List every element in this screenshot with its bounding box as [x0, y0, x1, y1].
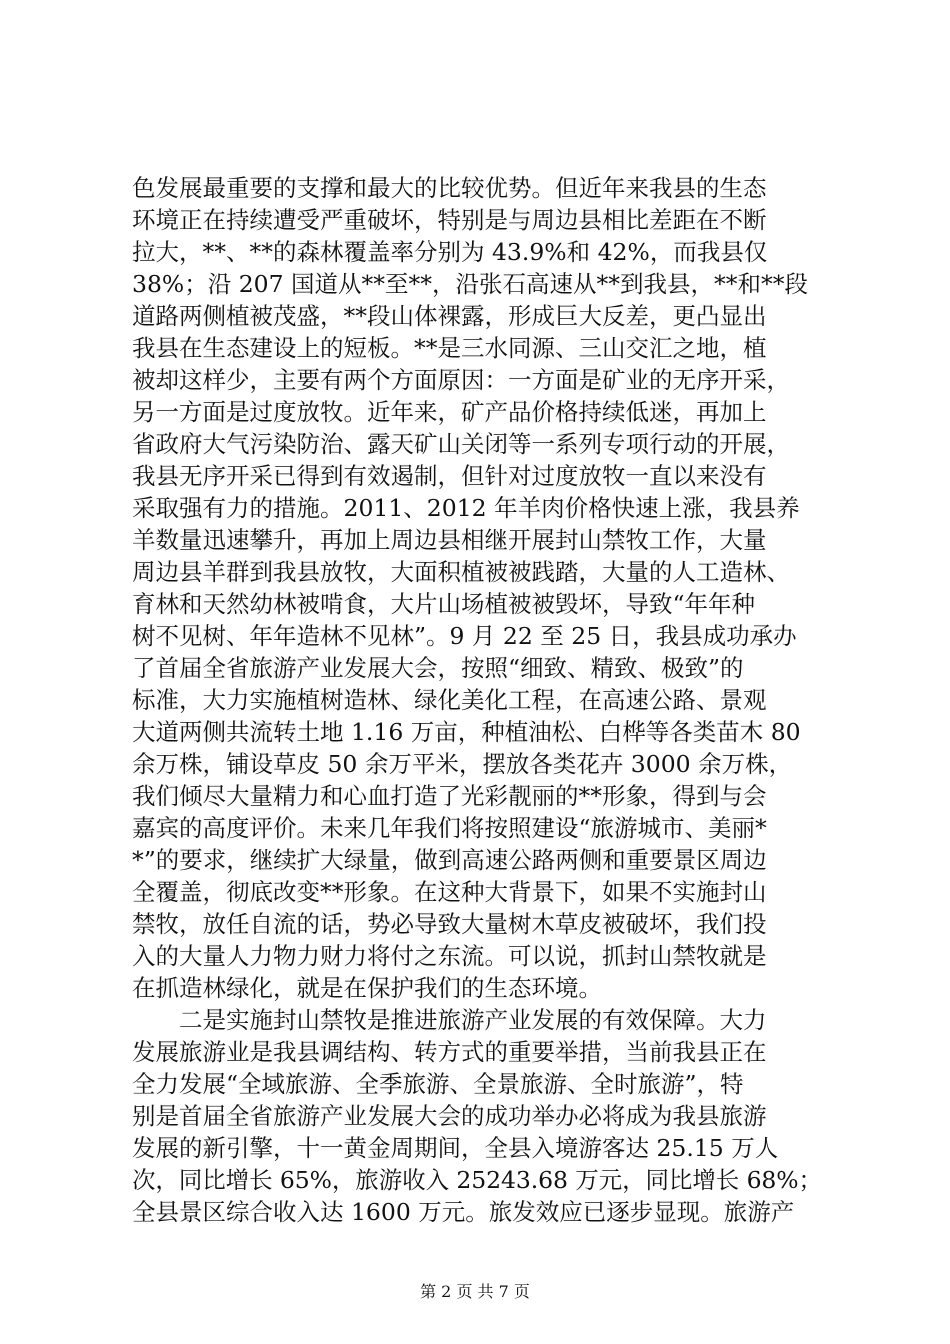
text-line: 羊数量迅速攀升，再加上周边县相继开展封山禁牧工作，大量 — [132, 526, 767, 554]
text-line: 树不见树、年年造林不见林”。9 月 22 至 25 日，我县成功承办 — [132, 622, 797, 650]
text-line: 我县无序开采已得到有效遏制，但针对过度放牧一直以来没有 — [132, 462, 767, 490]
text-line: 入的大量人力物力财力将付之东流。可以说，抓封山禁牧就是 — [132, 942, 767, 970]
text-line: 嘉宾的高度评价。未来几年我们将按照建设“旅游城市、美丽* — [132, 814, 767, 842]
text-line: 标准，大力实施植树造林、绿化美化工程，在高速公路、景观 — [132, 686, 767, 714]
text-line: 别是首届全省旅游产业发展大会的成功举办必将成为我县旅游 — [132, 1102, 767, 1130]
text-line: 次，同比增长 65%，旅游收入 25243.68 万元，同比增长 68%； — [132, 1166, 822, 1194]
text-line: 在抓造林绿化，就是在保护我们的生态环境。 — [132, 974, 602, 1002]
text-line: 育林和天然幼林被啃食，大片山场植被被毁坏，导致“年年种 — [132, 590, 756, 618]
text-line: 省政府大气污染防治、露天矿山关闭等一系列专项行动的开展， — [132, 430, 790, 458]
text-line: 我县在生态建设上的短板。**是三水同源、三山交汇之地，植 — [132, 334, 767, 362]
text-line: 拉大，**、**的森林覆盖率分别为 43.9%和 42%，而我县仅 — [132, 238, 768, 266]
text-line: 道路两侧植被茂盛，**段山体裸露，形成巨大反差，更凸显出 — [132, 302, 767, 330]
body-text — [132, 172, 822, 1228]
text-line: 色发展最重要的支撑和最大的比较优势。但近年来我县的生态 — [132, 174, 767, 202]
text-line: 周边县羊群到我县放牧，大面积植被被践踏，大量的人工造林、 — [132, 558, 790, 586]
text-line: 全覆盖，彻底改变**形象。在这种大背景下，如果不实施封山 — [132, 878, 767, 906]
text-line: 二是实施封山禁牧是推进旅游产业发展的有效保障。大力 — [132, 1006, 767, 1034]
text-line: 我们倾尽大量精力和心血打造了光彩靓丽的**形象，得到与会 — [132, 782, 767, 810]
text-line: 发展的新引擎，十一黄金周期间，全县入境游客达 25.15 万人 — [132, 1134, 779, 1162]
text-line: *”的要求，继续扩大绿量，做到高速公路两侧和重要景区周边 — [132, 846, 767, 874]
text-line: 禁牧，放任自流的话，势必导致大量树木草皮被破坏，我们投 — [132, 910, 767, 938]
page-footer: 第 2 页 共 7 页 — [420, 1282, 530, 1301]
text-line: 了首届全省旅游产业发展大会，按照“细致、精致、极致”的 — [132, 654, 744, 682]
text-line: 全县景区综合收入达 1600 万元。旅发效应已逐步显现。旅游产 — [132, 1198, 795, 1226]
text-line: 环境正在持续遭受严重破坏，特别是与周边县相比差距在不断 — [132, 206, 767, 234]
text-line: 余万株，铺设草皮 50 余万平米，摆放各类花卉 3000 余万株， — [132, 750, 793, 778]
text-line: 38%；沿 207 国道从**至**，沿张石高速从**到我县，**和**段 — [132, 270, 809, 298]
text-line: 被却这样少，主要有两个方面原因：一方面是矿业的无序开采， — [132, 366, 790, 394]
text-line: 采取强有力的措施。2011、2012 年羊肉价格快速上涨，我县养 — [132, 494, 800, 522]
text-line: 另一方面是过度放牧。近年来，矿产品价格持续低迷，再加上 — [132, 398, 767, 426]
text-line: 大道两侧共流转土地 1.16 万亩，种植油松、白桦等各类苗木 80 — [132, 718, 801, 746]
text-line: 全力发展“全域旅游、全季旅游、全景旅游、全时旅游”，特 — [132, 1070, 744, 1098]
text-line: 发展旅游业是我县调结构、转方式的重要举措，当前我县正在 — [132, 1038, 767, 1066]
